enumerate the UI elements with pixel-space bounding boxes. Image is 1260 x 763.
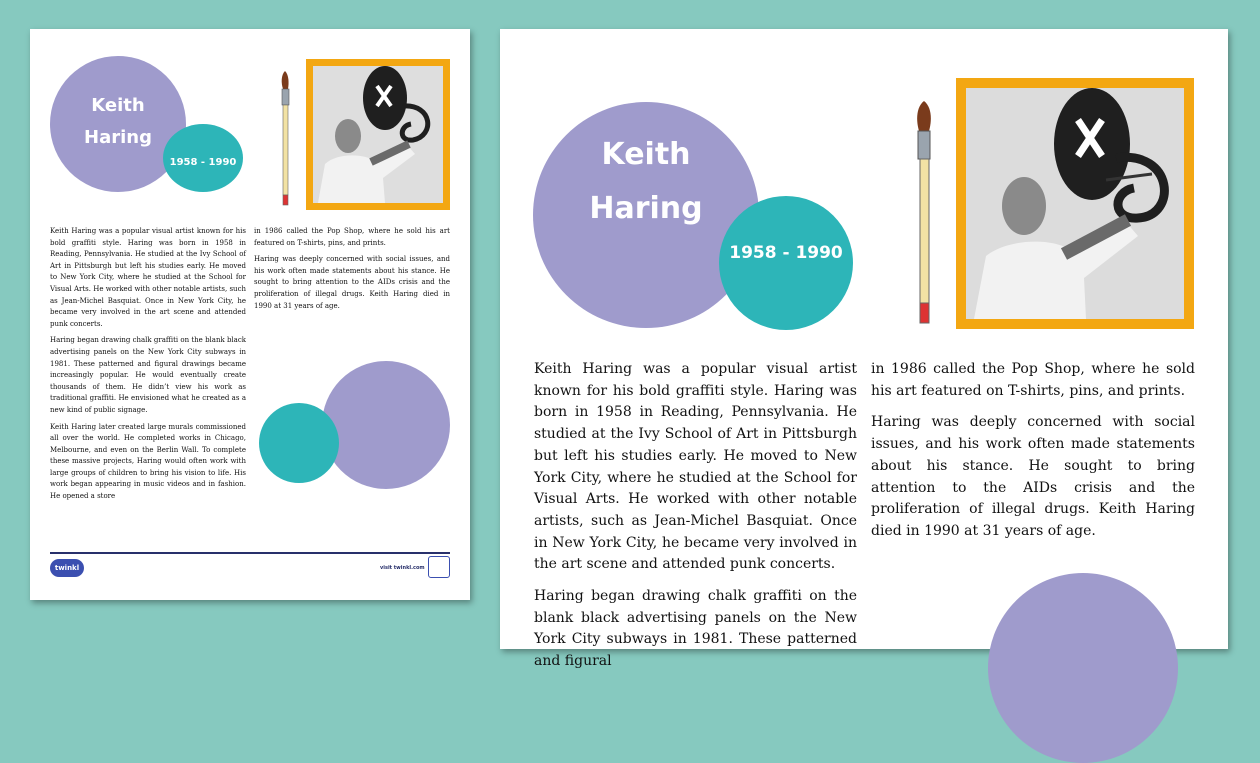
title-line1: Keith bbox=[601, 137, 691, 172]
main-page[interactable] bbox=[500, 29, 1228, 670]
main-left-column bbox=[534, 359, 857, 683]
main-paragraph: Haring began drawing chalk graffiti on the blank black advertising panels on the New York City subways in 1981. These patterned and figural bbox=[534, 588, 857, 670]
decorative-circle-large bbox=[322, 361, 450, 489]
footer-divider bbox=[50, 552, 450, 554]
main-paragraph: in 1986 called the Pop Shop, where he sold his art featured on T-shirts, pins, and prints. bbox=[871, 361, 1195, 399]
thumbnail-page[interactable] bbox=[30, 29, 470, 600]
twinkl-logo[interactable]: twinkl bbox=[50, 559, 84, 577]
thumb-paragraph: Haring began drawing chalk graffiti on the blank black advertising panels on the New York City subways in 1981. These patterned and figural drawings became increasingly popular. He would eventually create thousands of them. He didn’t view his work as traditional graffiti. He envisioned what he created as a new kind of public signage. bbox=[50, 336, 246, 414]
thumb-left-column bbox=[50, 226, 246, 508]
haring-photo bbox=[956, 78, 1194, 329]
thumb-paragraph: Keith Haring later created large murals commissioned all over the world. He completed works in Chicago, Melbourne, and even on the Berlin Wall. To complete these massive projects, Haring would often work with large groups of children to bring his vision to life. His work began appearing in music videos and in fashion. He opened a store bbox=[50, 422, 246, 501]
thumb-paragraph: in 1986 called the Pop Shop, where he sold his art featured on T-shirts, pins, and prints. bbox=[254, 227, 450, 247]
main-right-column bbox=[871, 359, 1195, 553]
thumb-paragraph: Keith Haring was a popular visual artist known for his bold graffiti style. Haring was born in 1958 in Reading, Pennsylvania. He studied at the Ivy School of Art in Pittsburgh but left his studies early. He moved to New York City, where he studied at the School for Visual Arts. He worked with other notable artists, such as Jean-Michel Basquiat. Once in New York City, he became very involved in the art scene and attended punk concerts. bbox=[50, 227, 246, 328]
title-line2: Haring bbox=[589, 191, 703, 226]
decorative-circle-large bbox=[988, 573, 1178, 763]
decorative-circle-small bbox=[259, 403, 339, 483]
thumb-right-column bbox=[254, 226, 450, 317]
twinkl-badge-icon bbox=[428, 556, 450, 578]
thumb-paragraph: Haring was deeply concerned with social issues, and his work often made statements about his stance. He sought to bring attention to the AIDs crisis and the proliferation of illegal drugs. Keith Haring died in 1990 at 31 years of age. bbox=[254, 255, 450, 310]
main-paragraph: Haring was deeply concerned with social issues, and his work often made statements about his stance. He sought to bring attention to the AIDs crisis and the proliferation of illegal drugs. Keith Haring died in 1990 at 31 years of age. bbox=[871, 414, 1195, 539]
years-circle bbox=[719, 196, 853, 330]
years-label: 1958 - 1990 bbox=[729, 243, 843, 263]
main-paragraph: Keith Haring was a popular visual artist known for his bold graffiti style. Haring was born in 1958 in Reading, Pennsylvania. He studied at the Ivy School of Art in Pittsburgh but left his studies early. He moved to New York City, where he studied at the School for Visual Arts. He worked with other notable artists, such as Jean-Michel Basquiat. Once in New York City, he became very involved in the art scene and attended punk concerts. bbox=[534, 361, 857, 573]
title-line2: Haring bbox=[84, 127, 152, 148]
paintbrush-icon bbox=[908, 99, 944, 325]
footer-url[interactable]: visit twinkl.com bbox=[380, 565, 425, 571]
haring-photo bbox=[306, 59, 450, 210]
paintbrush-icon bbox=[276, 69, 296, 209]
years-label: 1958 - 1990 bbox=[169, 157, 237, 168]
title-line1: Keith bbox=[91, 95, 145, 116]
